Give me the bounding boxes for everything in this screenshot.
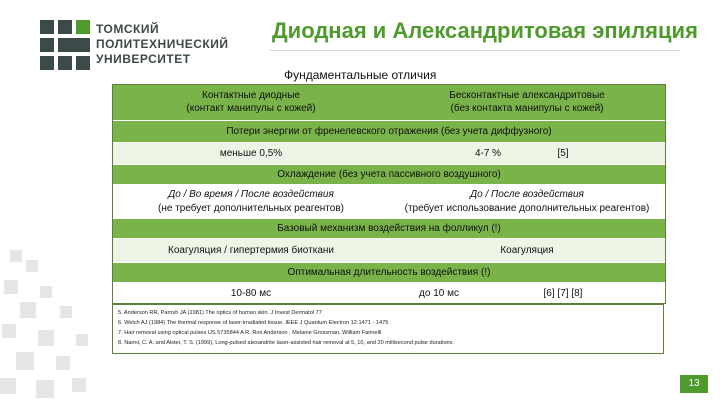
cell-right-line2: (требует использование дополнительных реагентов) [404,203,650,214]
logo-line-3: УНИВЕРСИТЕТ [96,52,191,66]
table-row [113,185,665,219]
section-heading-row [113,165,665,185]
table-row [113,239,665,263]
slide-title: Диодная и Александритовая эпиляция [272,18,698,43]
section-heading-row [113,219,665,239]
references-box [112,304,664,354]
header-left-line1: Контактные диодные [202,90,300,101]
reference-item: 5. Anderson RR, Parrish JA (1981) The optics of human skin. J Invest Dermatol 77 [118,310,322,316]
cell-right-line1: До / После воздействия [470,189,584,200]
page-number: 13 [680,375,708,393]
cell-right: Коагуляция [500,245,554,256]
section-heading-row [113,121,665,143]
reference-item: 7. Hair removal using optical pulses US 5735844 A R. Rox Anderson , Melanie Grossman, William Farinelli [118,330,382,336]
section-heading: Потери энергии от френелевского отражения (без учета диффузного) [226,126,552,137]
logo-line-1: ТОМСКИЙ [96,22,160,36]
logo-line-2: ПОЛИТЕХНИЧЕСКИЙ [96,37,229,51]
cell-reference: [5] [557,148,569,159]
table-row [113,283,665,303]
university-logo [40,20,240,70]
decorative-squares [0,250,100,405]
section-heading: Охлаждение (без учета пассивного воздушного) [277,169,501,180]
header-right-line1: Бесконтактные александритовые [449,90,605,101]
cell-right: до 10 мс [419,288,459,299]
section-heading-row [113,263,665,283]
cell-left-line2: (не требует дополнительных реагентов) [158,203,344,214]
logo-mark-icon [40,20,90,70]
table-row [113,143,665,165]
header-left-line2: (контакт манипулы с кожей) [186,103,316,114]
table-header-row [113,85,665,121]
section-heading: Оптимальная длительность воздействия (!) [287,267,491,278]
cell-left-line1: До / Во время / После воздействия [168,189,334,200]
section-heading: Базовый механизм воздействия на фолликул (!) [277,223,501,234]
slide-subtitle: Фундаментальные отличия [284,68,437,82]
comparison-table [112,84,666,304]
header-left [113,89,389,115]
logo-text [96,22,229,67]
cell-left: 10-80 мс [230,288,272,299]
title-divider [270,50,680,51]
cell-right: 4-7 % [474,148,502,159]
cell-left: меньше 0,5% [219,148,283,159]
cell-reference: [6] [7] [8] [543,288,583,299]
header-right [389,89,665,115]
header-right-line2: (без контакта манипулы с кожей) [450,103,604,114]
cell-left: Коагуляция / гипертермия биоткани [168,245,334,256]
reference-item: 8. Nanni, C. A. and Alster, T. S. (1999), Long-pulsed alexandrite laser-assisted hair removal at 5, 10, and 20 millisecond pulse durations. [118,340,455,346]
reference-item: 6. Welch AJ (1984) The thermal response of laser-irradiated tissue. IEEE J Quantum Electron 12:1471 - 1475 [118,320,389,326]
